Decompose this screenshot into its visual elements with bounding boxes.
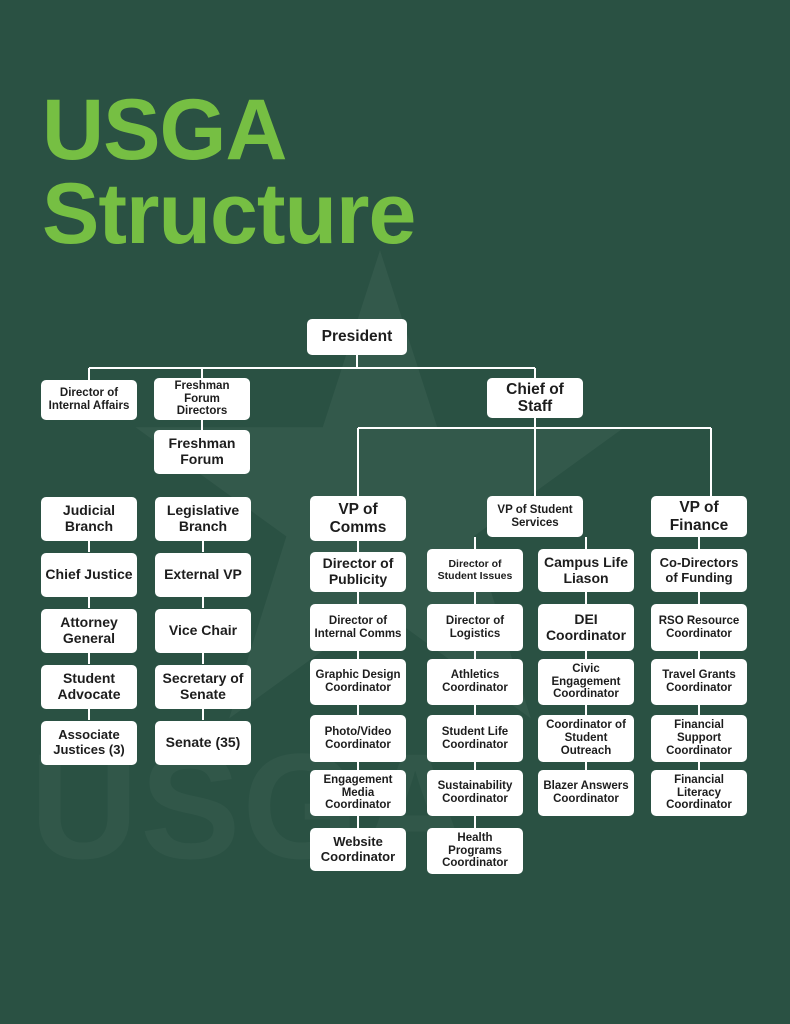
node-health-programs-coordinator[interactable] bbox=[427, 828, 523, 874]
node-campus-life-liason-label: Campus Life Liason bbox=[543, 553, 628, 586]
node-director-internal-affairs[interactable] bbox=[41, 380, 137, 420]
node-athletics-coordinator[interactable] bbox=[427, 659, 523, 705]
node-vice-chair[interactable] bbox=[155, 609, 251, 653]
node-coordinator-of-student-outreach-label: Coordinator of Student Outreach bbox=[546, 719, 626, 757]
node-director-of-logistics-label: Director of Logistics bbox=[445, 614, 505, 640]
page-title-line1: USGA bbox=[42, 82, 287, 178]
node-financial-support-coordinator-label: Financial Support Coordinator bbox=[666, 719, 732, 757]
node-director-internal-comms[interactable] bbox=[310, 604, 406, 651]
node-co-directors-of-funding[interactable] bbox=[651, 549, 747, 592]
node-president-label: President bbox=[321, 328, 393, 346]
node-financial-literacy-coordinator-label: Financial Literacy Coordinator bbox=[666, 773, 732, 812]
node-coordinator-of-student-outreach[interactable] bbox=[538, 715, 634, 762]
node-attorney-general[interactable] bbox=[41, 609, 137, 653]
node-website-coordinator[interactable] bbox=[310, 828, 406, 871]
node-secretary-of-senate[interactable] bbox=[155, 665, 251, 709]
node-legislative-branch-label: Legislative Branch bbox=[166, 502, 240, 534]
node-vp-student-services[interactable] bbox=[487, 496, 583, 537]
node-senate-label: Senate (35) bbox=[165, 734, 241, 751]
node-director-internal-comms-label: Director of Internal Comms bbox=[314, 614, 402, 640]
node-associate-justices[interactable] bbox=[41, 721, 137, 765]
node-student-advocate-label: Student Advocate bbox=[57, 670, 121, 702]
node-freshman-forum-directors-label: Freshman Forum Directors bbox=[174, 379, 230, 418]
node-graphic-design-coordinator[interactable] bbox=[310, 659, 406, 705]
node-rso-resource-coordinator[interactable] bbox=[651, 604, 747, 651]
node-secretary-of-senate-label: Secretary of Senate bbox=[162, 670, 244, 702]
node-vp-comms-label: VP of Comms bbox=[329, 501, 387, 536]
node-travel-grants-coordinator-label: Travel Grants Coordinator bbox=[662, 669, 736, 694]
node-engagement-media-coordinator[interactable] bbox=[310, 770, 406, 816]
node-student-advocate[interactable] bbox=[41, 665, 137, 709]
page-title-line2: Structure bbox=[42, 166, 416, 263]
node-dei-coordinator[interactable] bbox=[538, 604, 634, 651]
node-rso-resource-coordinator-label: RSO Resource Coordinator bbox=[658, 614, 740, 640]
node-attorney-general-label: Attorney General bbox=[60, 614, 118, 646]
node-graphic-design-coordinator-label: Graphic Design Coordinator bbox=[315, 669, 401, 694]
page-title bbox=[42, 82, 642, 263]
node-blazer-answers-coordinator[interactable] bbox=[538, 770, 634, 816]
node-dei-coordinator-label: DEI Coordinator bbox=[545, 610, 627, 643]
node-financial-support-coordinator[interactable] bbox=[651, 715, 747, 762]
node-director-internal-affairs-label: Director of Internal Affairs bbox=[48, 387, 130, 412]
node-vp-finance[interactable] bbox=[651, 496, 747, 537]
node-associate-justices-label: Associate Justices (3) bbox=[53, 727, 125, 757]
node-health-programs-coordinator-label: Health Programs Coordinator bbox=[442, 831, 508, 870]
node-civic-engagement-coordinator-label: Civic Engagement Coordinator bbox=[551, 662, 621, 701]
node-chief-of-staff[interactable] bbox=[487, 378, 583, 418]
node-vp-finance-label: VP of Finance bbox=[669, 499, 729, 534]
node-photo-video-coordinator-label: Photo/Video Coordinator bbox=[324, 725, 392, 751]
node-vice-chair-label: Vice Chair bbox=[168, 622, 238, 639]
node-external-vp[interactable] bbox=[155, 553, 251, 597]
node-financial-literacy-coordinator[interactable] bbox=[651, 770, 747, 816]
node-judicial-branch-label: Judicial Branch bbox=[62, 502, 116, 534]
node-vp-comms[interactable] bbox=[310, 496, 406, 541]
node-director-of-logistics[interactable] bbox=[427, 604, 523, 651]
node-sustainability-coordinator[interactable] bbox=[427, 770, 523, 816]
node-athletics-coordinator-label: Athletics Coordinator bbox=[442, 669, 508, 694]
node-director-of-student-issues-label: Director of Student Issues bbox=[437, 557, 513, 582]
node-judicial-branch[interactable] bbox=[41, 497, 137, 541]
node-co-directors-of-funding-label: Co-Directors of Funding bbox=[659, 554, 739, 585]
node-blazer-answers-coordinator-label: Blazer Answers Coordinator bbox=[543, 780, 629, 805]
node-freshman-forum[interactable] bbox=[154, 430, 250, 474]
node-travel-grants-coordinator[interactable] bbox=[651, 659, 747, 705]
node-chief-justice[interactable] bbox=[41, 553, 137, 597]
node-campus-life-liason[interactable] bbox=[538, 549, 634, 592]
node-civic-engagement-coordinator[interactable] bbox=[538, 659, 634, 705]
node-director-of-publicity[interactable] bbox=[310, 552, 406, 592]
node-director-of-student-issues[interactable] bbox=[427, 549, 523, 592]
node-chief-justice-label: Chief Justice bbox=[45, 566, 133, 583]
node-student-life-coordinator-label: Student Life Coordinator bbox=[441, 725, 509, 751]
node-vp-student-services-label: VP of Student Services bbox=[497, 503, 573, 529]
node-sustainability-coordinator-label: Sustainability Coordinator bbox=[437, 780, 513, 805]
node-director-of-publicity-label: Director of Publicity bbox=[322, 555, 394, 587]
node-external-vp-label: External VP bbox=[164, 566, 242, 583]
node-photo-video-coordinator[interactable] bbox=[310, 715, 406, 762]
node-freshman-forum-label: Freshman Forum bbox=[168, 435, 236, 467]
node-senate[interactable] bbox=[155, 721, 251, 765]
node-legislative-branch[interactable] bbox=[155, 497, 251, 541]
node-student-life-coordinator[interactable] bbox=[427, 715, 523, 762]
node-president[interactable] bbox=[307, 319, 407, 355]
node-website-coordinator-label: Website Coordinator bbox=[320, 833, 396, 864]
node-freshman-forum-directors[interactable] bbox=[154, 378, 250, 420]
node-chief-of-staff-label: Chief of Staff bbox=[506, 380, 564, 415]
node-engagement-media-coordinator-label: Engagement Media Coordinator bbox=[323, 773, 393, 812]
